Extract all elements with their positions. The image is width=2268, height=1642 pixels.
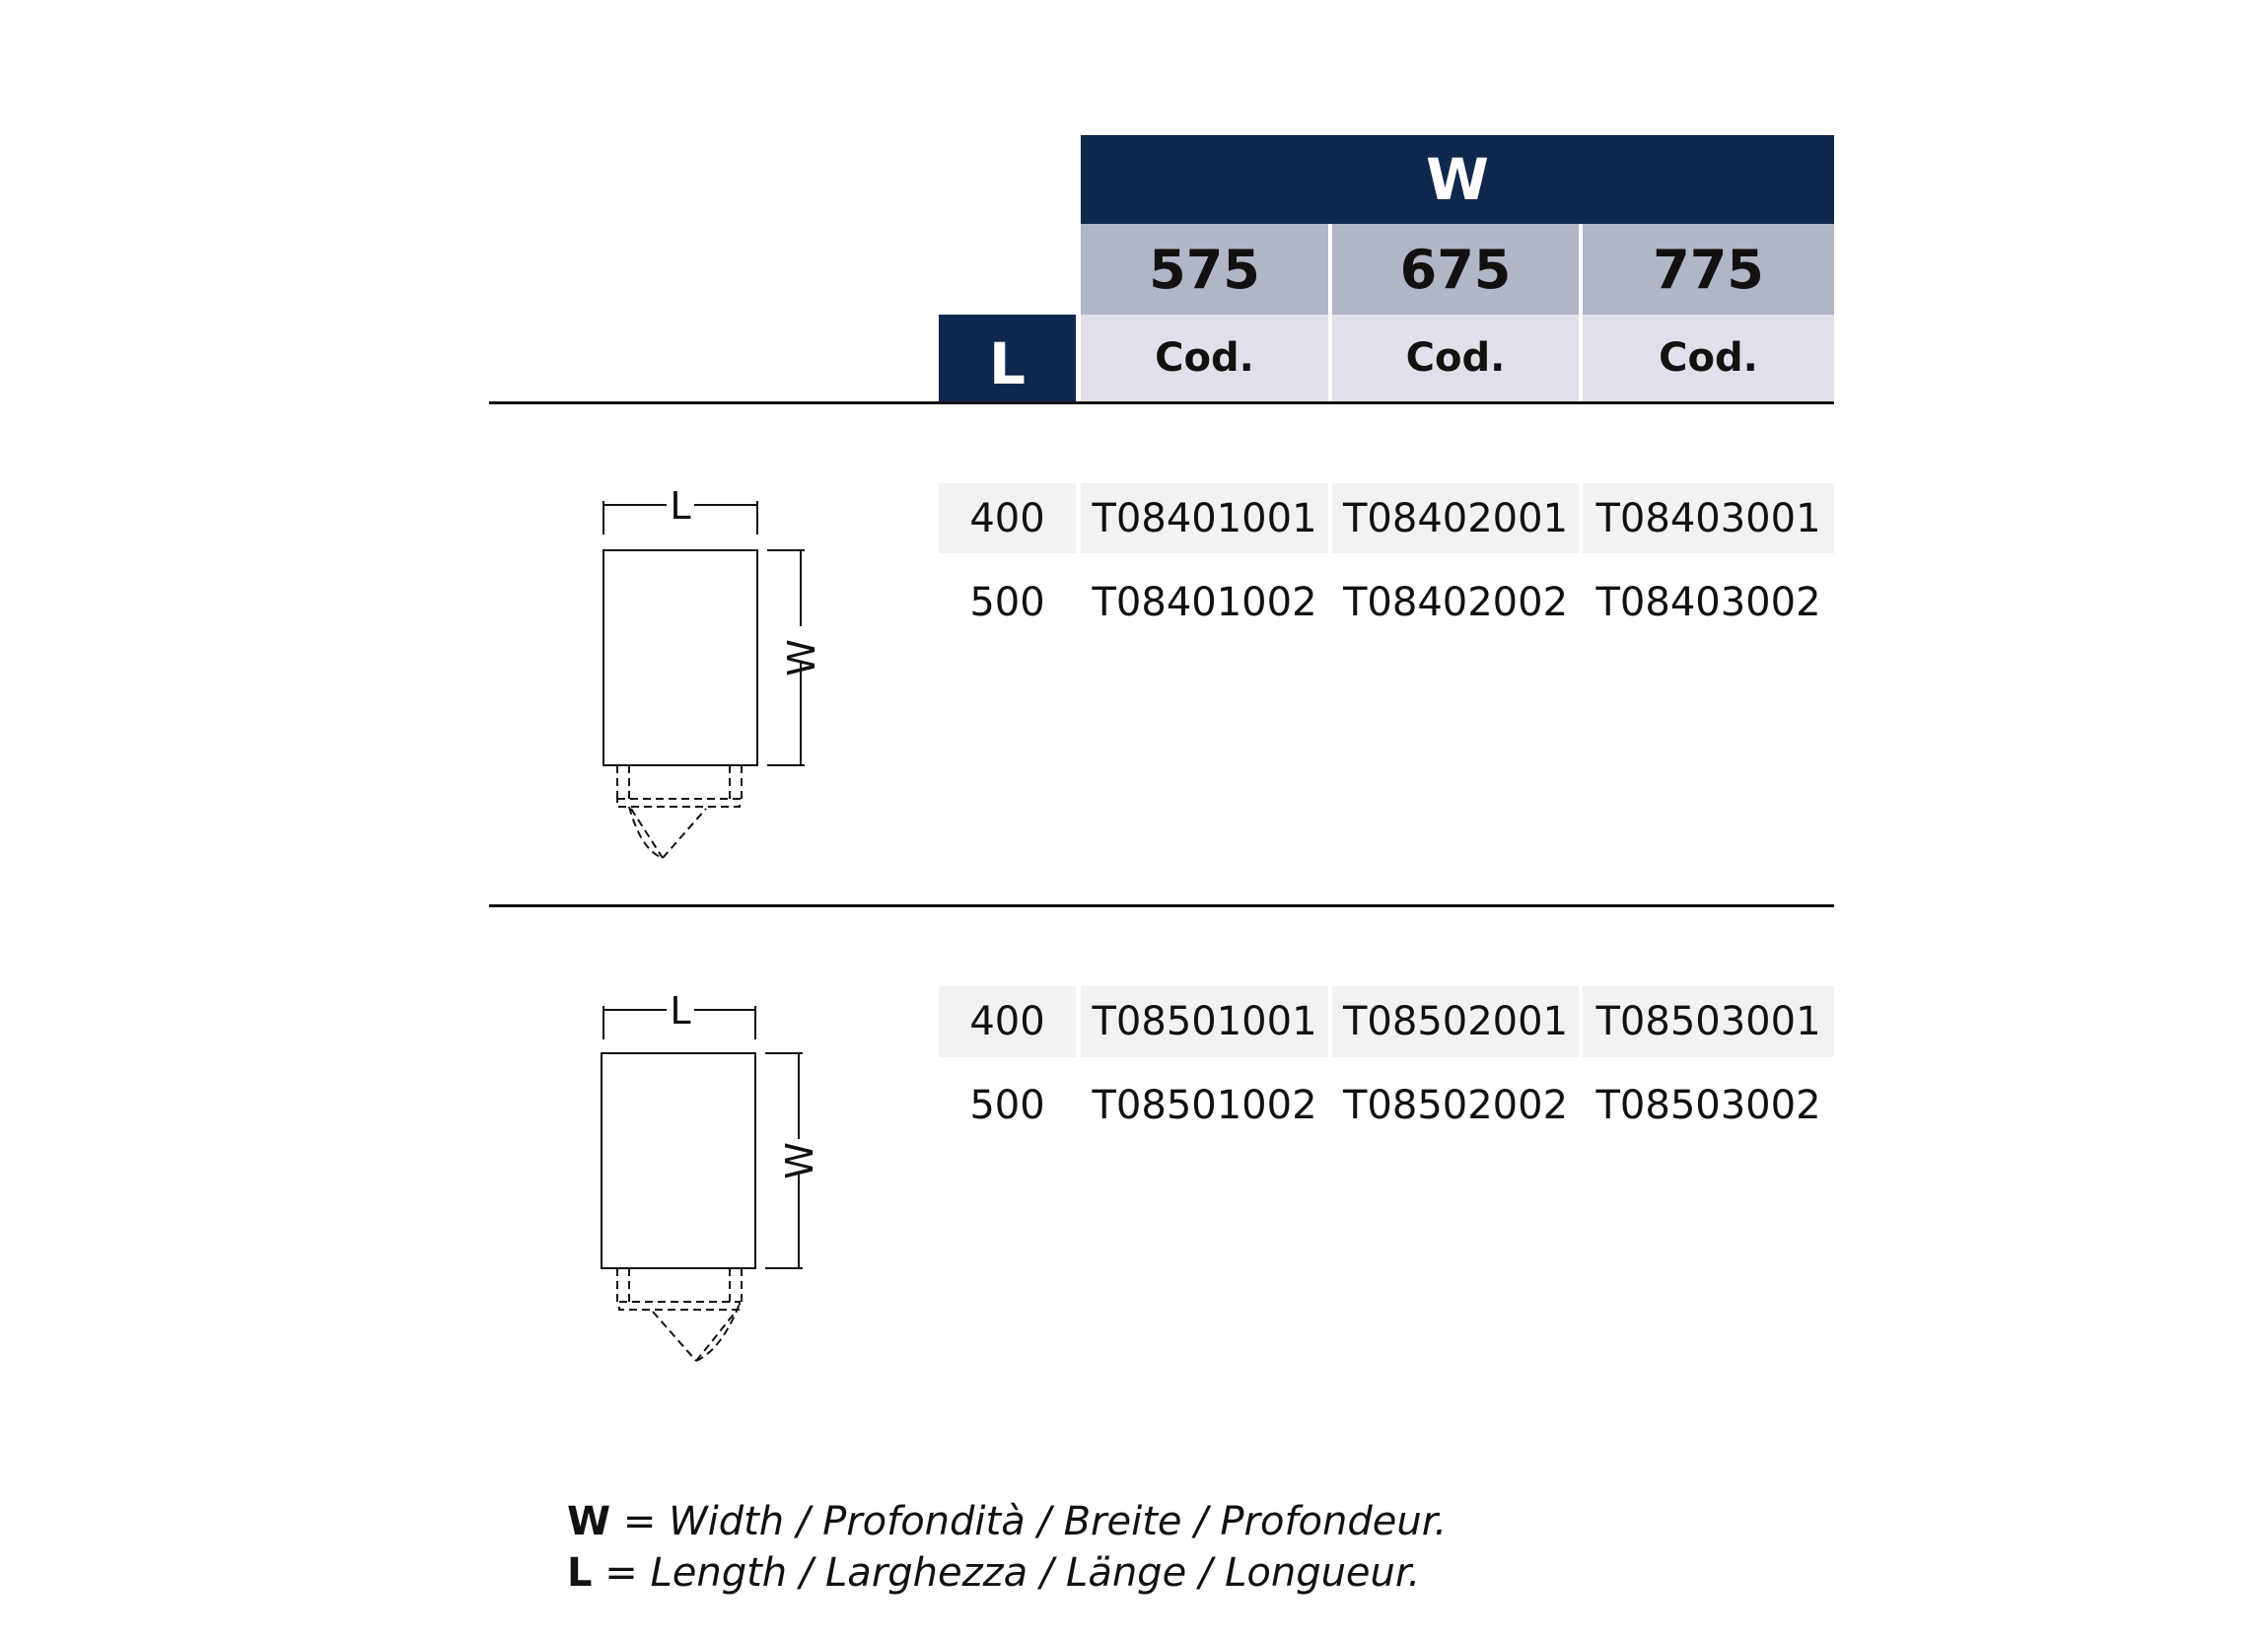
code-value: T08402002 [1342,579,1569,625]
l-value: 400 [969,495,1045,541]
drawing-l-label: L [670,989,691,1033]
l-value: 500 [969,1083,1045,1128]
header-w-label: W [1426,146,1489,213]
legend-length [567,1550,1420,1596]
code-value: T08401001 [1092,495,1317,541]
code-value: T08402001 [1342,495,1569,541]
code-value: T08501001 [1092,999,1317,1044]
section-divider [489,904,1834,907]
cod-label: Cod. [1659,335,1758,381]
code-value: T08403001 [1595,495,1821,541]
legend-l-key: L [567,1550,593,1596]
code-cell [1081,567,1328,637]
code-value: T08502001 [1342,999,1569,1044]
code-cell [1583,986,1834,1057]
drawing-l-label: L [670,484,691,528]
code-cell [1332,567,1579,637]
l-cell [939,986,1076,1057]
cabinet-drawing-2 [592,986,828,1371]
code-cell [1081,483,1328,553]
legend-w-text: = Width / Profondità / Breite / Profondeur. [610,1499,1448,1544]
header-l-label: L [989,330,1026,397]
width-775-label: 775 [1653,238,1764,301]
code-value: T08502002 [1342,1083,1569,1128]
legend-width [567,1499,1447,1544]
code-cell [1081,986,1328,1057]
cabinet-drawing-1 [592,483,828,868]
header-w [1081,135,1834,224]
drawing-w-label: W [780,639,823,677]
l-cell [939,1070,1076,1141]
l-cell [939,567,1076,637]
code-cell [1332,1070,1579,1141]
legend-l-text: = Length / Larghezza / Länge / Longueur. [592,1550,1421,1596]
cod-header-775 [1583,315,1834,401]
code-cell [1332,483,1579,553]
l-cell [939,483,1076,553]
code-cell [1081,1070,1328,1141]
width-775-header [1583,224,1834,315]
header-divider [489,401,1834,404]
l-value: 500 [969,579,1045,625]
cod-header-575 [1081,315,1328,401]
header-l [939,315,1076,401]
drawing-w-label: W [778,1142,821,1179]
cod-label: Cod. [1155,335,1254,381]
cod-label: Cod. [1405,335,1506,381]
code-cell [1583,1070,1834,1141]
width-675-header [1332,224,1579,315]
width-575-header [1081,224,1328,315]
code-cell [1332,986,1579,1057]
cod-header-675 [1332,315,1579,401]
code-value: T08403002 [1595,579,1821,625]
code-cell [1583,483,1834,553]
width-675-label: 675 [1399,238,1512,301]
code-value: T08503001 [1595,999,1821,1044]
code-value: T08503002 [1595,1083,1821,1128]
code-value: T08501002 [1092,1083,1317,1128]
l-value: 400 [969,999,1045,1044]
legend-w-key: W [567,1499,611,1544]
width-575-label: 575 [1149,238,1260,301]
code-cell [1583,567,1834,637]
code-value: T08401002 [1092,579,1317,625]
